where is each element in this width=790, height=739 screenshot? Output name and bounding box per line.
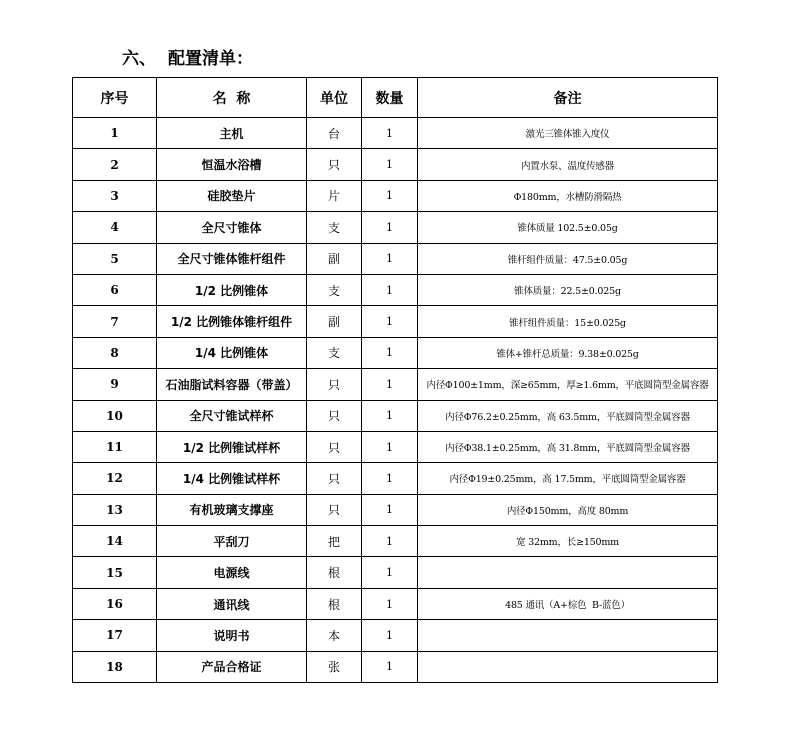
table-row [73, 494, 718, 525]
cell-no: 4 [73, 212, 157, 243]
cell-qty: 1 [362, 118, 418, 149]
table-row [73, 651, 718, 682]
cell-no: 6 [73, 274, 157, 305]
cell-no: 16 [73, 588, 157, 619]
cell-no: 18 [73, 651, 157, 682]
cell-qty: 1 [362, 620, 418, 651]
cell-unit: 只 [307, 494, 362, 525]
header-remark: 备注 [418, 78, 718, 118]
cell-name: 石油脂试料容器（带盖） [157, 369, 307, 400]
cell-unit: 只 [307, 400, 362, 431]
cell-qty: 1 [362, 369, 418, 400]
cell-remark: 锥体质量 102.5±0.05g [418, 212, 718, 243]
cell-unit: 本 [307, 620, 362, 651]
table-row [73, 557, 718, 588]
cell-no: 12 [73, 463, 157, 494]
table-row [73, 180, 718, 211]
table-row [73, 306, 718, 337]
cell-qty: 1 [362, 557, 418, 588]
cell-remark: 内径Φ100±1mm，深≥65mm，厚≥1.6mm，平底圆筒型金属容器 [418, 369, 718, 400]
cell-remark [418, 557, 718, 588]
cell-name: 1/4 比例锥试样杯 [157, 463, 307, 494]
cell-remark: 宽 32mm，长≥150mm [418, 526, 718, 557]
cell-name: 通讯线 [157, 588, 307, 619]
cell-unit: 台 [307, 118, 362, 149]
table-row [73, 243, 718, 274]
cell-name: 1/4 比例锥体 [157, 337, 307, 368]
cell-qty: 1 [362, 337, 418, 368]
cell-unit: 支 [307, 274, 362, 305]
table-row [73, 274, 718, 305]
cell-name: 产品合格证 [157, 651, 307, 682]
cell-remark: 内置水泵、温度传感器 [418, 149, 718, 180]
cell-qty: 1 [362, 526, 418, 557]
cell-name: 1/2 比例锥试样杯 [157, 431, 307, 462]
cell-qty: 1 [362, 400, 418, 431]
section-title: 配置清单： [168, 49, 253, 69]
cell-qty: 1 [362, 588, 418, 619]
cell-qty: 1 [362, 180, 418, 211]
cell-remark: 锥杆组件质量：47.5±0.05g [418, 243, 718, 274]
table-row [73, 463, 718, 494]
cell-qty: 1 [362, 274, 418, 305]
cell-name: 全尺寸锥试样杯 [157, 400, 307, 431]
cell-unit: 片 [307, 180, 362, 211]
cell-remark: 485 通讯（A+棕色 B-蓝色） [418, 588, 718, 619]
cell-qty: 1 [362, 243, 418, 274]
table-body [73, 118, 718, 683]
cell-remark: 激光三锥体锥入度仪 [418, 118, 718, 149]
cell-unit: 支 [307, 212, 362, 243]
table-row [73, 118, 718, 149]
header-unit: 单位 [307, 78, 362, 118]
cell-no: 1 [73, 118, 157, 149]
header-name: 名 称 [157, 78, 307, 118]
cell-remark: 内径Φ150mm，高度 80mm [418, 494, 718, 525]
cell-remark [418, 651, 718, 682]
cell-qty: 1 [362, 494, 418, 525]
cell-no: 5 [73, 243, 157, 274]
table-row [73, 337, 718, 368]
cell-name: 1/2 比例锥体锥杆组件 [157, 306, 307, 337]
table-row [73, 588, 718, 619]
table-row [73, 149, 718, 180]
cell-no: 10 [73, 400, 157, 431]
cell-remark: Φ180mm，水槽防滑隔热 [418, 180, 718, 211]
cell-unit: 根 [307, 588, 362, 619]
cell-unit: 把 [307, 526, 362, 557]
cell-remark: 内径Φ19±0.25mm，高 17.5mm，平底圆筒型金属容器 [418, 463, 718, 494]
cell-unit: 副 [307, 306, 362, 337]
table-row [73, 526, 718, 557]
cell-unit: 只 [307, 463, 362, 494]
table-row [73, 431, 718, 462]
cell-qty: 1 [362, 306, 418, 337]
cell-remark: 内径Φ38.1±0.25mm，高 31.8mm，平底圆筒型金属容器 [418, 431, 718, 462]
cell-no: 3 [73, 180, 157, 211]
configuration-table [72, 77, 718, 683]
table-row [73, 369, 718, 400]
cell-qty: 1 [362, 212, 418, 243]
table-header-row [73, 78, 718, 118]
table-row [73, 620, 718, 651]
cell-name: 恒温水浴槽 [157, 149, 307, 180]
section-heading [122, 44, 253, 69]
cell-unit: 只 [307, 369, 362, 400]
cell-no: 17 [73, 620, 157, 651]
cell-name: 平刮刀 [157, 526, 307, 557]
cell-remark: 锥体质量：22.5±0.025g [418, 274, 718, 305]
cell-unit: 只 [307, 149, 362, 180]
cell-qty: 1 [362, 431, 418, 462]
cell-no: 8 [73, 337, 157, 368]
cell-unit: 根 [307, 557, 362, 588]
cell-remark: 内径Φ76.2±0.25mm，高 63.5mm，平底圆筒型金属容器 [418, 400, 718, 431]
cell-name: 全尺寸锥体 [157, 212, 307, 243]
table-row [73, 212, 718, 243]
cell-no: 11 [73, 431, 157, 462]
header-no: 序号 [73, 78, 157, 118]
cell-qty: 1 [362, 149, 418, 180]
cell-no: 13 [73, 494, 157, 525]
cell-unit: 支 [307, 337, 362, 368]
cell-qty: 1 [362, 463, 418, 494]
cell-name: 主机 [157, 118, 307, 149]
cell-name: 说明书 [157, 620, 307, 651]
cell-no: 7 [73, 306, 157, 337]
cell-unit: 只 [307, 431, 362, 462]
cell-no: 14 [73, 526, 157, 557]
table-row [73, 400, 718, 431]
cell-remark: 锥杆组件质量：15±0.025g [418, 306, 718, 337]
cell-unit: 副 [307, 243, 362, 274]
cell-name: 硅胶垫片 [157, 180, 307, 211]
cell-name: 有机玻璃支撑座 [157, 494, 307, 525]
cell-no: 15 [73, 557, 157, 588]
cell-no: 9 [73, 369, 157, 400]
section-number: 六、 [122, 49, 156, 69]
cell-remark: 锥体+锥杆总质量：9.38±0.025g [418, 337, 718, 368]
cell-name: 电源线 [157, 557, 307, 588]
cell-unit: 张 [307, 651, 362, 682]
cell-remark [418, 620, 718, 651]
cell-qty: 1 [362, 651, 418, 682]
header-qty: 数量 [362, 78, 418, 118]
cell-name: 1/2 比例锥体 [157, 274, 307, 305]
cell-no: 2 [73, 149, 157, 180]
cell-name: 全尺寸锥体锥杆组件 [157, 243, 307, 274]
